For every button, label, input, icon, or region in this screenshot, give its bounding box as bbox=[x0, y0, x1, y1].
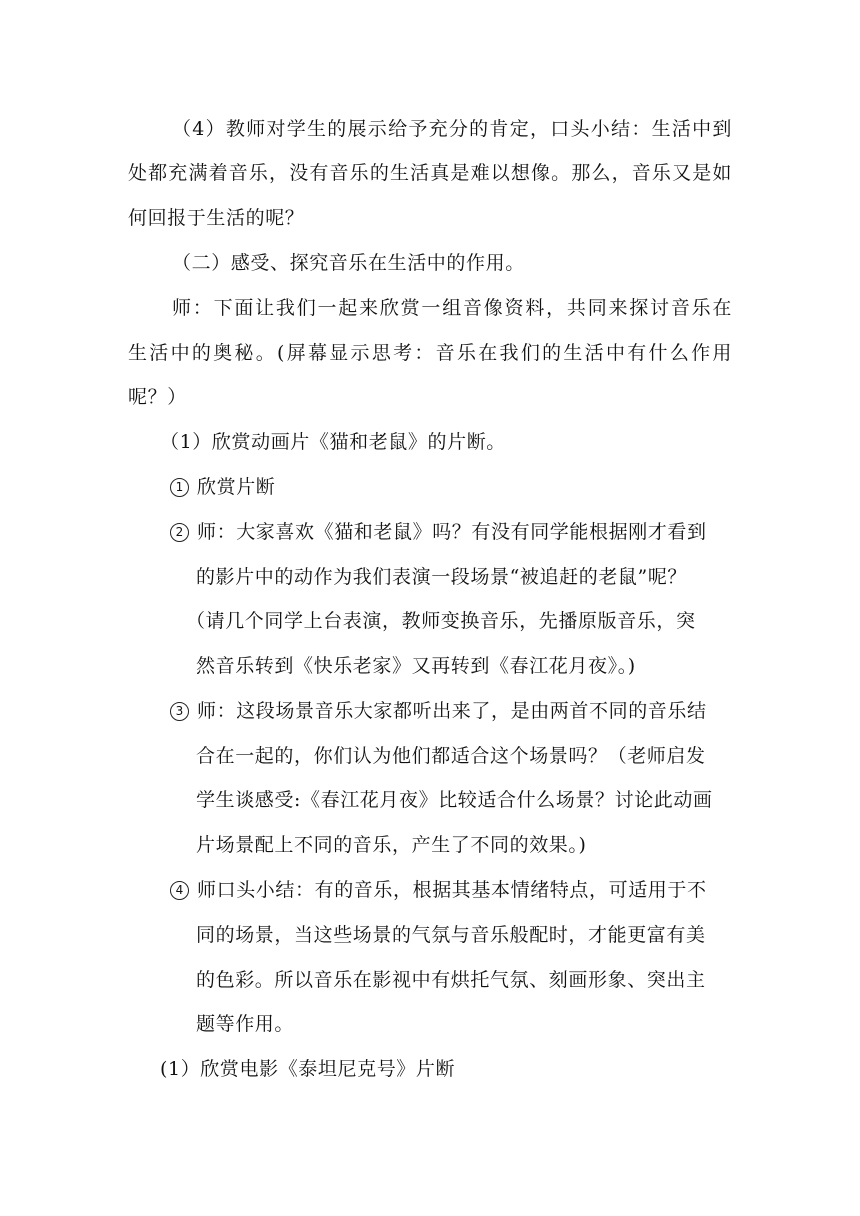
list-item-2-line-2: 的影片中的动作为我们表演一段场景“被追赶的老鼠”呢？ bbox=[196, 566, 688, 588]
paragraph-4-line-3: 何回报于生活的呢？ bbox=[128, 207, 305, 229]
circled-number-1: 1 bbox=[170, 478, 189, 497]
list-item-2-line-4: 然音乐转到《快乐老家》又再转到《春江花月夜》。) bbox=[196, 655, 636, 677]
list-item-2 bbox=[170, 518, 707, 546]
paragraph-4-line-2: 处都充满着音乐，没有音乐的生活真是难以想像。那么，音乐又是如 bbox=[128, 162, 732, 184]
circled-number-2: 2 bbox=[170, 523, 189, 542]
list-item-3-line-2: 合在一起的，你们认为他们都适合这个场景吗？（老师启发 bbox=[196, 745, 706, 767]
teacher-intro-line-1: 师：下面让我们一起来欣赏一组音像资料，共同来探讨音乐在 bbox=[172, 297, 732, 319]
list-item-3-line-3: 学生谈感受:《春江花月夜》比较适合什么场景？讨论此动画 bbox=[196, 789, 713, 811]
list-item-4-line-2: 同的场景，当这些场景的气氛与音乐般配时，才能更富有美 bbox=[196, 924, 706, 946]
list-item-4 bbox=[170, 876, 707, 904]
list-item-1-text: 欣赏片断 bbox=[197, 476, 276, 498]
paragraph-4-line-1: （4）教师对学生的展示给予充分的肯定，口头小结：生活中到 bbox=[172, 118, 732, 140]
circled-number-3: 3 bbox=[170, 702, 189, 721]
list-item-4-line-1: 师口头小结：有的音乐，根据其基本情绪特点，可适用于不 bbox=[197, 879, 707, 901]
list-item-4-line-4: 题等作用。 bbox=[196, 1013, 295, 1035]
list-item-2-line-3: （请几个同学上台表演，教师变换音乐，先播原版音乐，突 bbox=[186, 610, 696, 632]
list-item-2-line-1: 师：大家喜欢《猫和老鼠》吗？有没有同学能根据刚才看到 bbox=[197, 521, 707, 543]
circled-number-4: 4 bbox=[170, 881, 189, 900]
sub-heading-cartoon: （1）欣赏动画片《猫和老鼠》的片断。 bbox=[160, 431, 506, 453]
teacher-intro-line-2: 生活中的奥秘。(屏幕显示思考：音乐在我们的生活中有什么作用 bbox=[128, 342, 732, 364]
teacher-intro-line-3: 呢？） bbox=[128, 386, 187, 408]
list-item-3-line-4: 片场景配上不同的音乐，产生了不同的效果。) bbox=[196, 834, 587, 856]
section-heading-2: （二）感受、探究音乐在生活中的作用。 bbox=[172, 252, 525, 274]
list-item-3-line-1: 师：这段场景音乐大家都听出来了，是由两首不同的音乐结 bbox=[197, 700, 707, 722]
sub-heading-titanic: (1）欣赏电影《泰坦尼克号》片断 bbox=[160, 1058, 456, 1080]
list-item-3 bbox=[170, 697, 707, 725]
list-item-1 bbox=[170, 473, 275, 501]
list-item-4-line-3: 的色彩。所以音乐在影视中有烘托气氛、刻画形象、突出主 bbox=[196, 969, 706, 991]
